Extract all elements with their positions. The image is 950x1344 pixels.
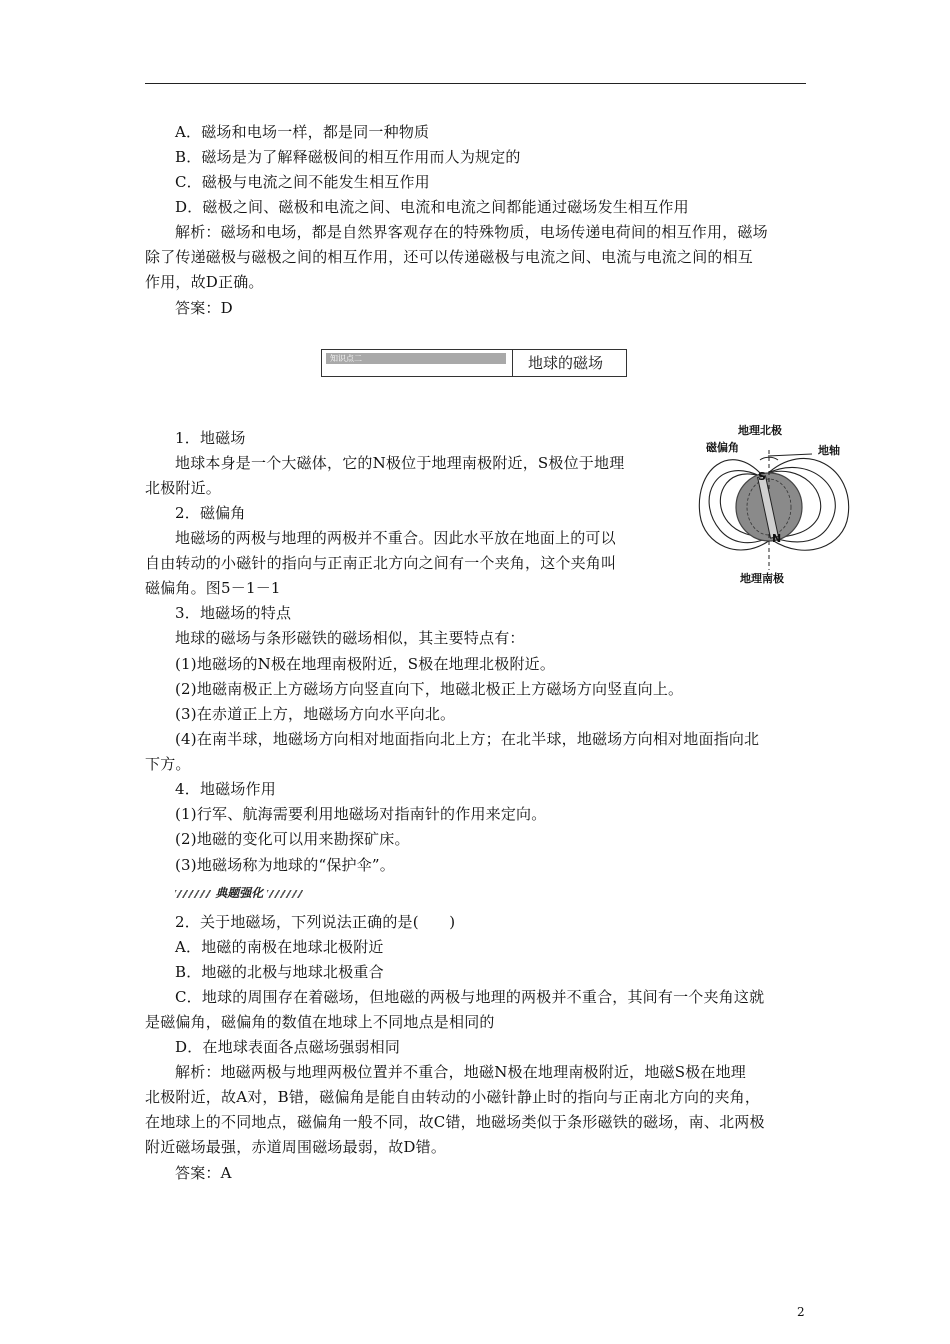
section2-line: 磁偏角。图5－1－1 xyxy=(145,579,281,597)
knowledge-point-title: 地球的磁场 xyxy=(528,354,604,372)
section1-line: 地球本身是一个大磁体，它的N极位于地理南极附近，S极位于地理 xyxy=(175,454,625,472)
title-hatch-left xyxy=(175,890,211,898)
q2-answer: 答案：A xyxy=(175,1164,232,1182)
axis-pointer xyxy=(768,454,812,456)
header-rule xyxy=(145,83,806,84)
earth-axis-label: 地轴 xyxy=(818,444,840,457)
q1-option-a: A．磁场和电场一样，都是同一种物质 xyxy=(175,123,430,141)
section4-item: (3)地磁场称为地球的“保护伞”。 xyxy=(175,856,395,874)
section3-intro: 地球的磁场与条形磁铁的磁场相似，其主要特点有： xyxy=(175,629,525,647)
section2-line: 地磁场的两极与地理的两极并不重合。因此水平放在地面上的可以 xyxy=(175,529,616,547)
page-number: 2 xyxy=(797,1305,805,1319)
q1-analysis-line: 解析：磁场和电场，都是自然界客观存在的特殊物质，电场传递电荷间的相互作用，磁场 xyxy=(175,223,768,241)
q2-option-c: C．地球的周围存在着磁场，但地磁的两极与地理的两极并不重合，其间有一个夹角这就 xyxy=(175,988,765,1006)
section3-item: (3)在赤道正上方，地磁场方向水平向北。 xyxy=(175,705,456,723)
section1-line: 北极附近。 xyxy=(145,479,222,497)
typical-title-text: 典题强化 xyxy=(215,886,264,900)
knowledge-point-box xyxy=(321,349,627,377)
magnet-n-label: N xyxy=(772,532,782,545)
section2-heading: 2．磁偏角 xyxy=(175,504,246,522)
q2-analysis-line: 解析：地磁两极与地理两极位置并不重合，地磁N极在地理南极附近，地磁S极在地理 xyxy=(175,1063,747,1081)
section3-item: (4)在南半球，地磁场方向相对地面指向北上方；在北半球，地磁场方向相对地面指向北 xyxy=(175,730,760,748)
q1-answer: 答案：D xyxy=(175,299,233,317)
geo-north-label: 地理北极 xyxy=(738,424,782,437)
q1-option-c: C．磁极与电流之间不能发生相互作用 xyxy=(175,173,430,191)
q1-option-b: B．磁场是为了解释磁极间的相互作用而人为规定的 xyxy=(175,148,521,166)
q2-stem: 2．关于地磁场，下列说法正确的是( ) xyxy=(175,913,456,931)
section3-item: (2)地磁南极正上方磁场方向竖直向下，地磁北极正上方磁场方向竖直向上。 xyxy=(175,680,684,698)
knowledge-point-divider xyxy=(512,350,513,376)
section4-item: (2)地磁的变化可以用来勘探矿床。 xyxy=(175,830,410,848)
geo-south-label: 地理南极 xyxy=(740,572,784,585)
declination-label: 磁偏角 xyxy=(706,441,739,454)
q1-analysis-line: 作用，故D正确。 xyxy=(145,273,264,291)
q2-analysis-line: 北极附近，故A对，B错，磁偏角是能自由转动的小磁针静止时的指向与正南北方向的夹角， xyxy=(145,1088,761,1106)
geomagnetic-field-figure xyxy=(690,420,860,590)
knowledge-point-tag: 知识点二 xyxy=(326,353,506,364)
q1-analysis-line: 除了传递磁极与磁极之间的相互作用，还可以传递磁极与电流之间、电流与电流之间的相互 xyxy=(145,248,754,266)
section1-heading: 1．地磁场 xyxy=(175,429,246,447)
section2-line: 自由转动的小磁针的指向与正南正北方向之间有一个夹角，这个夹角叫 xyxy=(145,554,617,572)
q2-option-a: A．地磁的南极在地球北极附近 xyxy=(175,938,384,956)
q2-option-c-cont: 是磁偏角，磁偏角的数值在地球上不同地点是相同的 xyxy=(145,1013,495,1031)
q2-analysis-line: 在地球上的不同地点，磁偏角一般不同，故C错，地磁场类似于条形磁铁的磁场，南、北两极 xyxy=(145,1113,765,1131)
q2-option-b: B．地磁的北极与地球北极重合 xyxy=(175,963,384,981)
q2-analysis-line: 附近磁场最强，赤道周围磁场最弱，故D错。 xyxy=(145,1138,447,1156)
title-hatch-right xyxy=(267,890,303,898)
section3-heading: 3．地磁场的特点 xyxy=(175,604,292,622)
q2-option-d: D．在地球表面各点磁场强弱相同 xyxy=(175,1038,401,1056)
section3-item: (1)地磁场的N极在地理南极附近，S极在地理北极附近。 xyxy=(175,655,556,673)
typical-examples-title xyxy=(175,884,303,901)
section4-item: (1)行军、航海需要利用地磁场对指南针的作用来定向。 xyxy=(175,805,547,823)
section3-item: 下方。 xyxy=(145,755,191,773)
q1-option-d: D．磁极之间、磁极和电流之间、电流和电流之间都能通过磁场发生相互作用 xyxy=(175,198,689,216)
magnet-s-label: S xyxy=(758,470,766,483)
section4-heading: 4．地磁场作用 xyxy=(175,780,276,798)
